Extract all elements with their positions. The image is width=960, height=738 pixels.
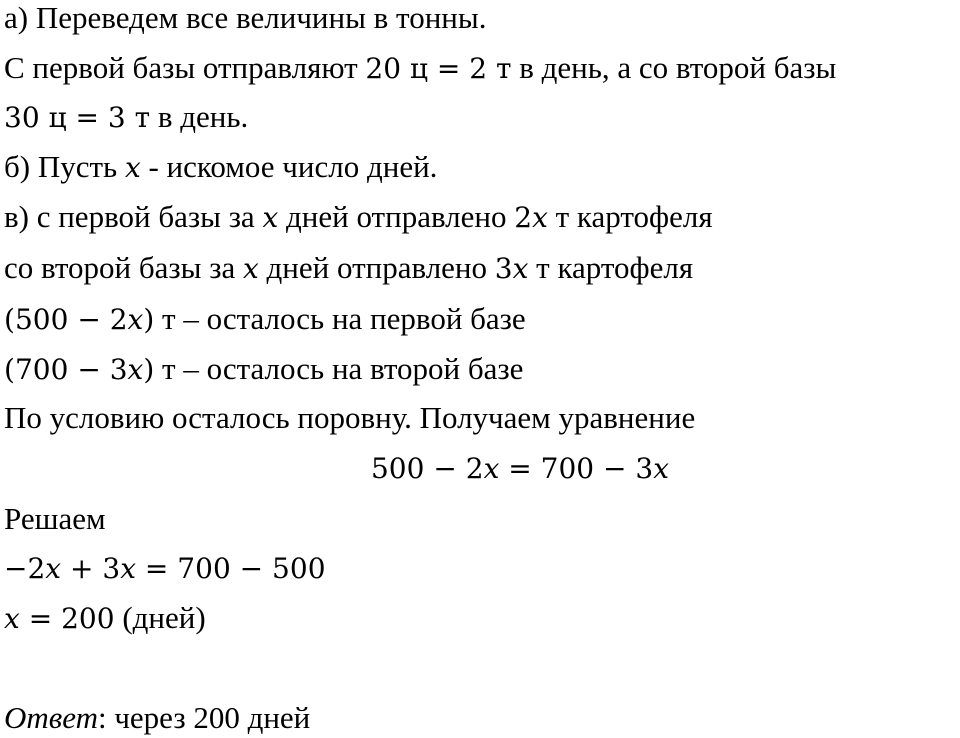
conversion-text-1b: в день, а со второй базы [511,50,837,85]
answer-text: : через 200 дней [97,700,311,735]
remaining-first-expression: (500 − 2x) [4,303,155,336]
answer-line [4,700,310,736]
variable-x: x [242,252,259,285]
remaining-second-expression: (700 − 3x) [4,353,155,386]
answer-label: Ответ [4,700,98,735]
step-v-text-2b: дней отправлено [258,250,495,285]
step-v-line-2 [4,250,693,287]
result-equation: x = 200 [4,602,115,635]
conversion-text-2: в день. [150,99,249,134]
conversion-formula-2: 30 ц = 3 т [4,101,151,134]
step-v-line-1 [4,199,713,236]
remaining-first-line [4,301,526,338]
solve-step-equation: −2x + 3x = 700 − 500 [4,552,326,585]
step-a-text: а) Переведем все величины в тонны. [4,0,487,35]
solve-step-line [4,550,326,587]
step-v-text-1c: т картофеля [547,199,713,234]
step-v-text-1a: в) с первой базы за [4,199,263,234]
conversion-line-1 [4,50,836,87]
remaining-first-text: т – осталось на первой базе [154,301,526,336]
remaining-second-text: т – осталось на второй базе [154,351,524,386]
main-equation: 500 − 2x = 700 − 3x [370,452,670,485]
step-v-text-1b: дней отправлено [278,199,515,234]
solve-heading-line [4,501,106,537]
equation-line [0,450,960,487]
conversion-text-1a: С первой базы отправляют [4,50,366,85]
result-line [4,600,206,637]
condition-text: По условию осталось поровну. Получаем уравнение [4,400,696,435]
condition-line [4,400,695,436]
step-b-text-b: - искомое число дней. [140,149,438,184]
variable-x: x [124,151,141,184]
step-v-text-2c: т картофеля [528,250,694,285]
solve-heading: Решаем [4,501,106,536]
variable-x: x [262,201,279,234]
expression-3x: 3x [494,252,529,285]
step-b-line [4,149,437,186]
conversion-line-2 [4,99,248,136]
step-a-line [4,0,486,36]
remaining-second-line [4,351,523,388]
conversion-formula-1: 20 ц = 2 т [365,52,512,85]
step-b-text-a: б) Пусть [4,149,125,184]
step-v-text-2a: со второй базы за [4,250,243,285]
expression-2x: 2x [514,201,548,234]
result-unit: (дней) [114,600,206,635]
